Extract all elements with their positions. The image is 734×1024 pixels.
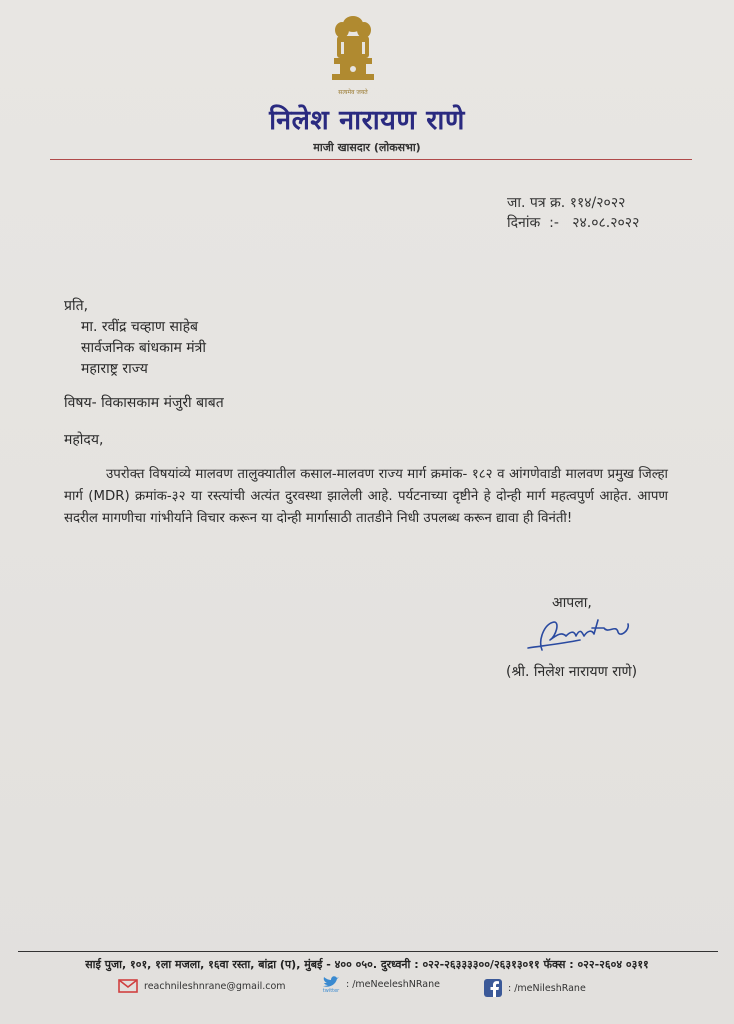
footer-contacts bbox=[0, 976, 734, 998]
twitter-contact bbox=[322, 975, 440, 994]
signer-name: (श्री. निलेश नारायण राणे) bbox=[506, 664, 638, 680]
letterhead-name: निलेश नारायण राणे bbox=[269, 105, 465, 136]
twitter-icon bbox=[322, 975, 340, 989]
footer-address: साई पुजा, १०१, १ला मजला, १६वा रस्ता, बांद्रा (प), मुंबई - ४०० ०५०. दुरध्वनी : ०२२-२६३३३३००/२६३१३०११ फॅक्स : ०२२-२६०४ ०३११ bbox=[85, 958, 649, 971]
reference-block bbox=[507, 193, 639, 233]
twitter-handle[interactable]: : /meNeeleshNRane bbox=[346, 979, 440, 990]
facebook-contact bbox=[484, 979, 586, 997]
reference-number: जा. पत्र क्र. ११४/२०२२ bbox=[507, 195, 626, 211]
recipient-prefix: प्रति, bbox=[64, 298, 89, 314]
recipient-name: मा. रवींद्र चव्हाण साहेब bbox=[81, 319, 199, 335]
email-address[interactable]: reachnileshnrane@gmail.com bbox=[144, 980, 286, 992]
recipient-state: महाराष्ट्र राज्य bbox=[81, 361, 148, 377]
email-icon bbox=[118, 979, 138, 993]
facebook-handle[interactable]: : /meNileshRane bbox=[508, 982, 586, 994]
letterhead-subtitle: माजी खासदार (लोकसभा) bbox=[313, 141, 421, 154]
handwritten-signature bbox=[520, 610, 640, 660]
footer-divider bbox=[18, 951, 718, 952]
recipient-title: सार्वजनिक बांधकाम मंत्री bbox=[81, 340, 207, 356]
closing-word: आपला, bbox=[552, 595, 592, 611]
email-contact bbox=[118, 979, 286, 993]
reference-date: दिनांक :- २४.०८.२०२२ bbox=[507, 215, 640, 231]
national-emblem-icon bbox=[330, 14, 376, 90]
header-divider bbox=[50, 159, 692, 160]
recipient-block bbox=[64, 296, 206, 380]
letter-subject: विषय- विकासकाम मंजुरी बाबत bbox=[64, 395, 224, 411]
letter-salutation: महोदय, bbox=[64, 432, 104, 448]
emblem-motto: सत्यमेव जयते bbox=[338, 89, 368, 96]
twitter-caption: twitter bbox=[322, 988, 340, 994]
letter-body: उपरोक्त विषयांव्ये मालवण तालुक्यातील कसाल-मालवण राज्य मार्ग क्रमांक- १८२ व आंगणेवाडी मालवण प्रमुख जिल्हा मार्ग (MDR) क्रमांक-३२ या रस्त्यांची अत्यंत दुरवस्था झालेली आहे. पर्यटनाच्या दृष्टीने हे दोन्ही मार्ग महत्वपुर्ण आहेत. आपण सदरील मागणीचा गांभीर्याने विचार करून या दोन्ही मार्गासाठी तातडीने निधी उपलब्ध करून द्यावा ही विनंती! bbox=[64, 467, 668, 526]
facebook-icon bbox=[484, 979, 502, 997]
